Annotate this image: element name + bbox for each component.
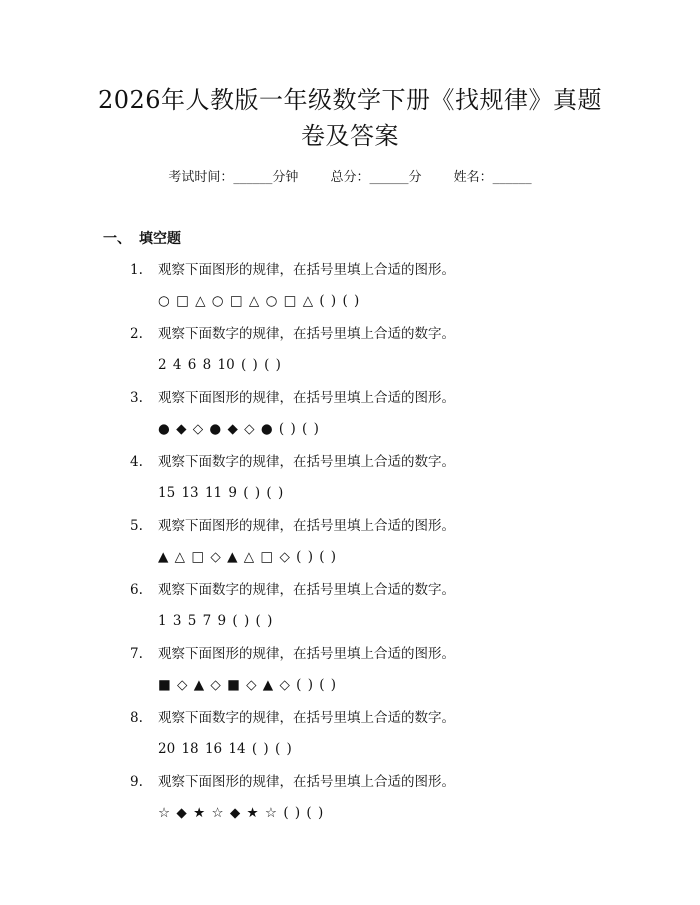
question-number: 2. [130,326,143,342]
question-sequence: ▲ △ □ ◇ ▲ △ □ ◇ ( ) ( ) [158,549,337,565]
question-number: 7. [130,646,143,662]
document-title: 2026年人教版一年级数学下册《找规律》真题卷及答案 [97,86,603,150]
question-sequence: 15 13 11 9 ( ) ( ) [158,485,284,501]
question-sequence: ○ □ △ ○ □ △ ○ □ △ ( ) ( ) [158,293,360,309]
question-prompt [130,771,455,793]
total-score-field: 总分：______分 [330,170,422,185]
question-number: 9. [130,774,143,790]
question-sequence: 20 18 16 14 ( ) ( ) [158,741,292,757]
question-number: 3. [130,390,143,406]
question-number: 5. [130,518,143,534]
exam-info-line [0,168,700,188]
section-title: 填空题 [139,231,181,247]
question-prompt [130,579,455,601]
question-text: 观察下面图形的规律，在括号里填上合适的图形。 [158,646,455,662]
question-prompt [130,259,455,281]
question-prompt [130,515,455,537]
exam-time-field: 考试时间：______分钟 [168,170,299,185]
question-sequence: ■ ◇ ▲ ◇ ■ ◇ ▲ ◇ ( ) ( ) [158,677,337,693]
question-text: 观察下面数字的规律，在括号里填上合适的数字。 [158,582,455,598]
question-sequence: 1 3 5 7 9 ( ) ( ) [158,613,273,629]
question-text: 观察下面图形的规律，在括号里填上合适的图形。 [158,262,455,278]
question-text: 观察下面数字的规律，在括号里填上合适的数字。 [158,710,455,726]
section-number: 一、 [103,231,131,247]
question-prompt [130,451,455,473]
question-text: 观察下面数字的规律，在括号里填上合适的数字。 [158,454,455,470]
question-number: 6. [130,582,143,598]
question-prompt [130,323,455,345]
question-text: 观察下面数字的规律，在括号里填上合适的数字。 [158,326,455,342]
question-sequence: ● ◆ ◇ ● ◆ ◇ ● ( ) ( ) [158,421,319,437]
question-number: 8. [130,710,143,726]
question-prompt [130,387,455,409]
question-text: 观察下面图形的规律，在括号里填上合适的图形。 [158,518,455,534]
question-text: 观察下面图形的规律，在括号里填上合适的图形。 [158,774,455,790]
question-prompt [130,643,455,665]
question-text: 观察下面图形的规律，在括号里填上合适的图形。 [158,390,455,406]
section-heading [103,228,181,250]
question-number: 4. [130,454,143,470]
question-sequence: ☆ ◆ ★ ☆ ◆ ★ ☆ ( ) ( ) [158,805,324,821]
question-number: 1. [130,262,143,278]
question-sequence: 2 4 6 8 10 ( ) ( ) [158,357,281,373]
student-name-field: 姓名：______ [453,170,532,185]
question-prompt [130,707,455,729]
